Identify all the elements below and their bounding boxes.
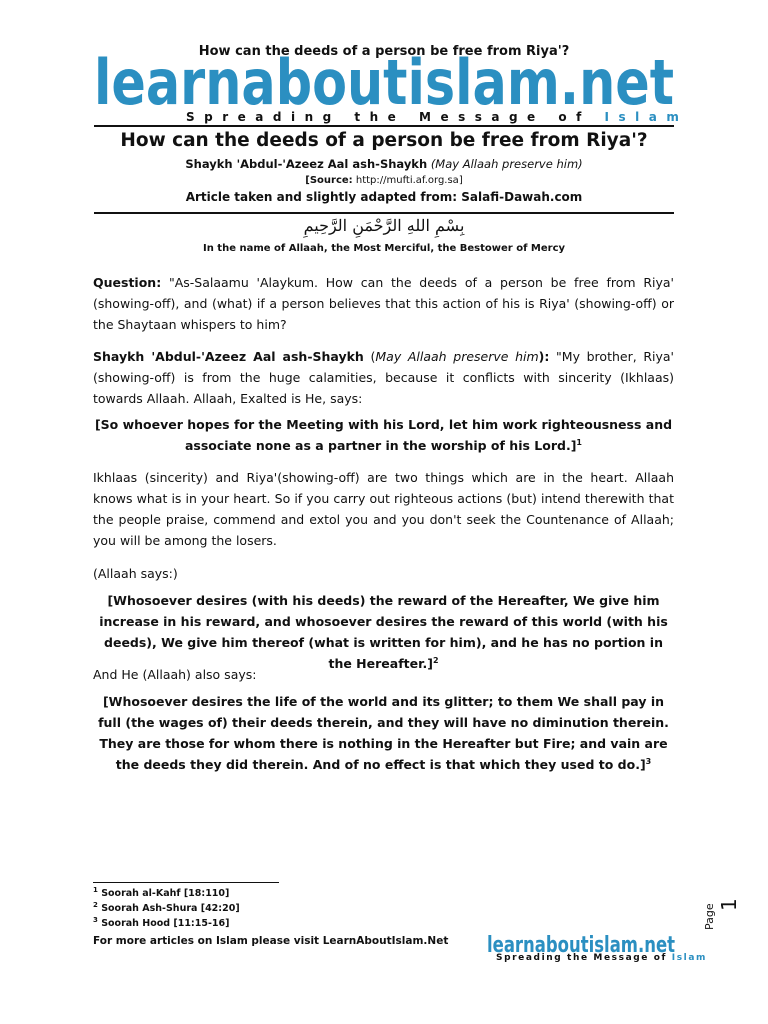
source-url: http://mufti.af.org.sa] xyxy=(355,175,463,186)
header-divider xyxy=(94,125,674,127)
tagline-accent: Islam xyxy=(604,110,689,124)
author-name: Shaykh 'Abdul-'Azeez Aal ash-Shaykh xyxy=(185,157,428,171)
page-label: Page xyxy=(703,903,716,930)
question-label: Question: xyxy=(93,275,162,290)
question-paragraph xyxy=(93,272,674,335)
page-number-value: 1 xyxy=(717,898,741,911)
basmala-arabic: بِسْمِ اللهِ الرَّحْمَنِ الرَّحِيمِ xyxy=(303,216,465,235)
logo-tagline xyxy=(186,110,689,126)
quran-quote-1 xyxy=(93,414,674,456)
source-line xyxy=(0,175,768,186)
answer-close: ): xyxy=(538,349,550,364)
author-prayer: (May Allaah preserve him) xyxy=(430,157,583,171)
footnote-ref-1: 1 xyxy=(576,437,582,447)
answer-open-paren: ( xyxy=(363,349,376,364)
footnote-2-num: 2 xyxy=(93,900,98,909)
footer-visit-text: For more articles on Islam please visit LearnAboutIslam.Net xyxy=(93,935,449,947)
footnote-3 xyxy=(93,917,229,930)
answer-paragraph xyxy=(93,346,674,409)
page-number xyxy=(703,885,753,935)
quran-quote-3 xyxy=(93,691,674,775)
answer-name: Shaykh 'Abdul-'Azeez Aal ash-Shaykh xyxy=(93,349,364,364)
question-text: "As-Salaamu 'Alaykum. How can the deeds of a person be free from Riya' (showing-off), and (what) if a person believes that this action of his is Riya' (showing-off) or the Shaytaan whispers to him? xyxy=(93,275,674,332)
article-title: How can the deeds of a person be free from Riya'? xyxy=(120,130,648,151)
logo-text: learnaboutislam.net xyxy=(94,56,674,112)
allaah-says: (Allaah says:) xyxy=(93,566,178,581)
footer-tagline xyxy=(496,953,707,963)
also-says: And He (Allaah) also says: xyxy=(93,667,257,682)
section-divider xyxy=(94,212,674,214)
footnote-1-text: Soorah al-Kahf [18:110] xyxy=(101,888,230,899)
footnote-1 xyxy=(93,887,229,900)
footnote-ref-3: 3 xyxy=(645,756,652,766)
footnote-3-text: Soorah Hood [11:15-16] xyxy=(101,918,230,929)
author-line xyxy=(0,157,768,171)
running-header: How can the deeds of a person be free from Riya'? xyxy=(198,44,570,59)
footer-tagline-accent: Islam xyxy=(671,953,708,963)
footer-tagline-main: Spreading the Message of xyxy=(496,953,668,963)
footnote-1-num: 1 xyxy=(93,885,98,894)
quote-2-text: [Whosoever desires (with his deeds) the reward of the Hereafter, We give him increase in his reward, and whosoever desires the reward of this world (with his deeds), We give him thereof (what is written for him), and he has no portion in the Hereafter.] xyxy=(99,593,668,671)
quote-1-text: [So whoever hopes for the Meeting with his Lord, let him work righteousness and associate none as a partner in the worship of his Lord.] xyxy=(94,417,673,453)
footnote-ref-2: 2 xyxy=(432,655,439,665)
footnote-2-text: Soorah Ash-Shura [42:20] xyxy=(101,903,240,914)
footnote-2 xyxy=(93,902,240,915)
footer-logo-text: learnaboutislam.net xyxy=(487,933,676,956)
tagline-main: Spreading the Message of xyxy=(186,110,591,124)
site-logo xyxy=(94,56,674,112)
ikhlaas-paragraph: Ikhlaas (sincerity) and Riya'(showing-off) are two things which are in the heart. Allaah knows what is in your heart. So if you carry out righteous actions (but) intend therewith that the people praise, commend and extol you and you don't seek the Countenance of Allaah; you will be among the losers. xyxy=(93,470,674,548)
basmala-english: In the name of Allaah, the Most Merciful, the Bestower of Mercy xyxy=(202,243,566,254)
footnote-3-num: 3 xyxy=(93,915,98,924)
answer-text: "My brother, Riya' (showing-off) is from the huge calamities, because it conflicts with sincerity (Ikhlaas) towards Allaah. Allaah, Exalted is He, says: xyxy=(93,349,674,406)
footnote-divider xyxy=(93,882,279,883)
quran-quote-2 xyxy=(93,590,674,674)
source-label: [Source: xyxy=(305,175,353,186)
quote-3-text: [Whosoever desires the life of the world and its glitter; to them We shall pay in full (the wages of) their deeds therein, and they will have no diminution therein. They are those for whom there is nothing in the Hereafter but Fire; and vain are the deeds they did therein. And of no effect is that which they used to do.] xyxy=(98,694,669,772)
adapted-from: Article taken and slightly adapted from: Salafi-Dawah.com xyxy=(185,190,583,204)
answer-prayer: May Allaah preserve him xyxy=(375,349,539,364)
